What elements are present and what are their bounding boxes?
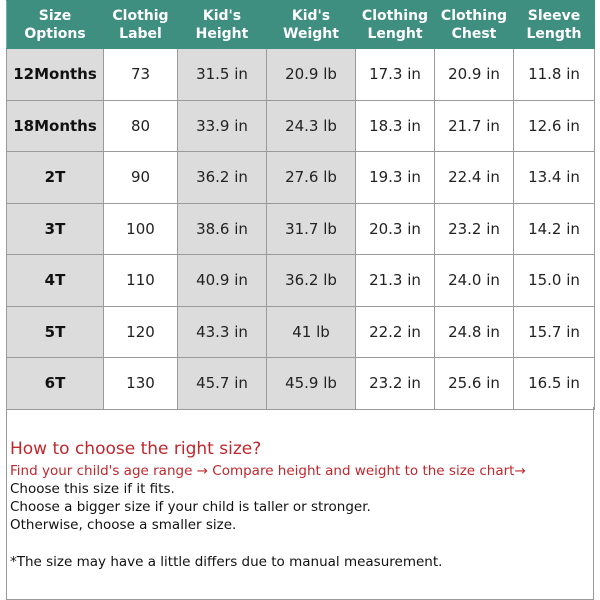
table-cell: 20.9 lb xyxy=(267,49,356,101)
table-cell: 73 xyxy=(104,49,178,101)
column-header-text: Length xyxy=(526,25,582,42)
table-cell: 45.9 lb xyxy=(267,358,356,410)
table-cell: 23.2 in xyxy=(356,358,435,410)
table-row xyxy=(7,255,595,307)
guide-line-smaller: Otherwise, choose a smaller size. xyxy=(10,517,237,533)
table-cell: 20.9 in xyxy=(435,49,514,101)
column-header-5 xyxy=(435,1,514,49)
column-header-text: Height xyxy=(195,25,249,42)
table-cell: 13.4 in xyxy=(514,152,595,204)
table-cell: 33.9 in xyxy=(178,100,267,152)
size-option-cell: 5T xyxy=(7,306,104,358)
table-cell: 15.0 in xyxy=(514,255,595,307)
table-cell: 14.2 in xyxy=(514,203,595,255)
table-cell: 90 xyxy=(104,152,178,204)
table-row xyxy=(7,203,595,255)
table-body xyxy=(7,49,595,410)
size-option-cell: 2T xyxy=(7,152,104,204)
guide-line-fit: Choose this size if it fits. xyxy=(10,481,175,497)
table-cell: 45.7 in xyxy=(178,358,267,410)
table-cell: 24.3 lb xyxy=(267,100,356,152)
table-cell: 17.3 in xyxy=(356,49,435,101)
column-header-text: Clothig xyxy=(112,7,169,24)
size-table xyxy=(6,0,595,410)
column-header-text: Options xyxy=(24,25,86,42)
table-cell: 25.6 in xyxy=(435,358,514,410)
table-cell: 43.3 in xyxy=(178,306,267,358)
table-cell: 36.2 in xyxy=(178,152,267,204)
table-cell: 21.3 in xyxy=(356,255,435,307)
column-header-text: Clothing xyxy=(361,7,429,24)
column-header-6 xyxy=(514,1,595,49)
table-cell: 23.2 in xyxy=(435,203,514,255)
table-row xyxy=(7,358,595,410)
column-header-text: Sleeve xyxy=(527,7,581,24)
column-header-3 xyxy=(267,1,356,49)
table-cell: 15.7 in xyxy=(514,306,595,358)
table-cell: 24.8 in xyxy=(435,306,514,358)
column-header-text: Chest xyxy=(451,25,497,42)
table-cell: 21.7 in xyxy=(435,100,514,152)
table-cell: 110 xyxy=(104,255,178,307)
table-cell: 11.8 in xyxy=(514,49,595,101)
guide-title: How to choose the right size? xyxy=(10,439,262,459)
size-chart-sheet xyxy=(6,0,594,600)
column-header-text: Kid's xyxy=(291,7,331,24)
size-option-cell: 3T xyxy=(7,203,104,255)
column-header-text: Weight xyxy=(283,25,339,42)
size-guide-panel xyxy=(6,407,594,600)
table-cell: 22.2 in xyxy=(356,306,435,358)
column-header-1 xyxy=(104,1,178,49)
table-row xyxy=(7,49,595,101)
table-cell: 80 xyxy=(104,100,178,152)
column-header-text: Label xyxy=(119,25,162,42)
column-header-0 xyxy=(7,1,104,49)
table-cell: 38.6 in xyxy=(178,203,267,255)
table-cell: 22.4 in xyxy=(435,152,514,204)
table-cell: 24.0 in xyxy=(435,255,514,307)
column-header-2 xyxy=(178,1,267,49)
table-row xyxy=(7,100,595,152)
column-header-text: Clothing xyxy=(440,7,508,24)
table-cell: 130 xyxy=(104,358,178,410)
size-option-cell: 4T xyxy=(7,255,104,307)
table-cell: 27.6 lb xyxy=(267,152,356,204)
table-cell: 100 xyxy=(104,203,178,255)
table-header-row xyxy=(7,1,595,49)
column-header-4 xyxy=(356,1,435,49)
table-cell: 20.3 in xyxy=(356,203,435,255)
table-cell: 16.5 in xyxy=(514,358,595,410)
column-header-text: Size xyxy=(38,7,72,24)
table-cell: 41 lb xyxy=(267,306,356,358)
table-cell: 19.3 in xyxy=(356,152,435,204)
table-row xyxy=(7,152,595,204)
table-cell: 18.3 in xyxy=(356,100,435,152)
table-cell: 36.2 lb xyxy=(267,255,356,307)
table-row xyxy=(7,306,595,358)
table-cell: 31.7 lb xyxy=(267,203,356,255)
table-cell: 31.5 in xyxy=(178,49,267,101)
table-cell: 40.9 in xyxy=(178,255,267,307)
guide-line-bigger: Choose a bigger size if your child is taller or stronger. xyxy=(10,499,371,515)
table-cell: 12.6 in xyxy=(514,100,595,152)
column-header-text: Kid's xyxy=(202,7,242,24)
size-option-cell: 6T xyxy=(7,358,104,410)
guide-note: *The size may have a little differs due to manual measurement. xyxy=(10,554,443,570)
column-header-text: Lenght xyxy=(367,25,423,42)
table-cell: 120 xyxy=(104,306,178,358)
guide-steps: Find your child's age range → Compare height and weight to the size chart→ xyxy=(10,463,526,479)
size-option-cell: 18Months xyxy=(7,100,104,152)
size-option-cell: 12Months xyxy=(7,49,104,101)
